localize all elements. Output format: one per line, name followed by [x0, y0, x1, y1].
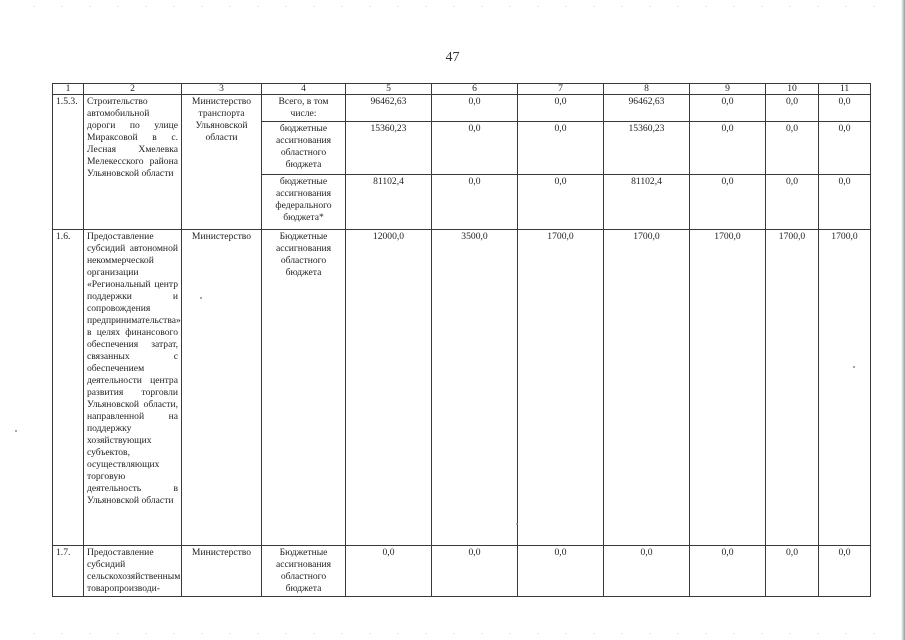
value-cell: 0,0 — [690, 122, 766, 175]
funding-source: Бюджетные ассигнования областного бюджета — [262, 546, 346, 597]
scan-speck — [200, 297, 202, 299]
value-cell: 0,0 — [766, 95, 819, 122]
column-header: 5 — [346, 84, 432, 95]
executor: Министерство — [182, 230, 262, 546]
header-row — [53, 84, 871, 95]
value-cell: 96462,63 — [346, 95, 432, 122]
value-cell: 96462,63 — [604, 95, 690, 122]
column-header: 6 — [432, 84, 518, 95]
value-cell: 0,0 — [432, 95, 518, 122]
value-cell: 0,0 — [690, 546, 766, 597]
funding-source: бюджетные ассигнования федерального бюджета* — [262, 175, 346, 230]
value-cell: 1700,0 — [819, 230, 871, 546]
scan-speck — [15, 430, 17, 432]
table-row — [53, 546, 871, 597]
funding-source: Бюджетные ассигнования областного бюджета — [262, 230, 346, 546]
value-cell: 1700,0 — [766, 230, 819, 546]
value-cell: 0,0 — [819, 546, 871, 597]
value-cell: 1700,0 — [518, 230, 604, 546]
column-header: 9 — [690, 84, 766, 95]
table-row — [53, 95, 871, 122]
value-cell: 81102,4 — [346, 175, 432, 230]
page-number: 47 — [445, 50, 460, 65]
value-cell: 0,0 — [604, 546, 690, 597]
value-cell: 0,0 — [766, 122, 819, 175]
program-table — [52, 83, 871, 597]
value-cell: 0,0 — [518, 175, 604, 230]
table-row — [53, 230, 871, 546]
value-cell: 0,0 — [690, 175, 766, 230]
value-cell: 0,0 — [819, 175, 871, 230]
column-header: 4 — [262, 84, 346, 95]
scan-artifact-top — [20, 6, 885, 7]
column-header: 7 — [518, 84, 604, 95]
column-header: 3 — [182, 84, 262, 95]
scan-speck — [516, 523, 518, 525]
column-header: 2 — [84, 84, 182, 95]
scan-edge-shadow — [901, 0, 905, 640]
value-cell: 0,0 — [518, 95, 604, 122]
scan-speck — [853, 366, 855, 368]
value-cell: 1700,0 — [604, 230, 690, 546]
value-cell: 12000,0 — [346, 230, 432, 546]
value-cell: 0,0 — [432, 122, 518, 175]
scan-artifact-bottom — [20, 633, 885, 634]
measure-name: Строительство автомобильной дороги по улице Мираксовой в с. Лесная Хмелевка Мелекесского района Ульяновской области — [84, 95, 182, 230]
value-cell: 1700,0 — [690, 230, 766, 546]
value-cell: 0,0 — [432, 546, 518, 597]
value-cell: 0,0 — [766, 175, 819, 230]
value-cell: 0,0 — [432, 175, 518, 230]
column-header: 1 — [53, 84, 84, 95]
value-cell: 0,0 — [819, 95, 871, 122]
executor: Министерство — [182, 546, 262, 597]
measure-name: Предоставление субсидий автономной некоммерческой организации «Региональный центр поддержки и сопровождения предпринимательства» в целях финансового обеспечения затрат, связанных с обеспечением деятельности центра развития торговли Ульяновской области, направленной на поддержку хозяйствующих субъектов, осуществляющих торговую деятельность в Ульяновской области — [84, 230, 182, 546]
column-header: 11 — [819, 84, 871, 95]
value-cell: 0,0 — [346, 546, 432, 597]
funding-source: Всего, в том числе: — [262, 95, 346, 122]
value-cell: 15360,23 — [604, 122, 690, 175]
value-cell: 0,0 — [518, 546, 604, 597]
column-header: 8 — [604, 84, 690, 95]
funding-source: бюджетные ассигнования областного бюджета — [262, 122, 346, 175]
measure-name: Предоставление субсидий сельскохозяйственным товаропроизводи- — [84, 546, 182, 597]
column-header: 10 — [766, 84, 819, 95]
value-cell: 0,0 — [766, 546, 819, 597]
row-number: 1.5.3. — [53, 95, 84, 230]
value-cell: 15360,23 — [346, 122, 432, 175]
value-cell: 81102,4 — [604, 175, 690, 230]
value-cell: 0,0 — [819, 122, 871, 175]
row-number: 1.7. — [53, 546, 84, 597]
executor: Министерство транспорта Ульяновской области — [182, 95, 262, 230]
value-cell: 3500,0 — [432, 230, 518, 546]
value-cell: 0,0 — [690, 95, 766, 122]
row-number: 1.6. — [53, 230, 84, 546]
value-cell: 0,0 — [518, 122, 604, 175]
